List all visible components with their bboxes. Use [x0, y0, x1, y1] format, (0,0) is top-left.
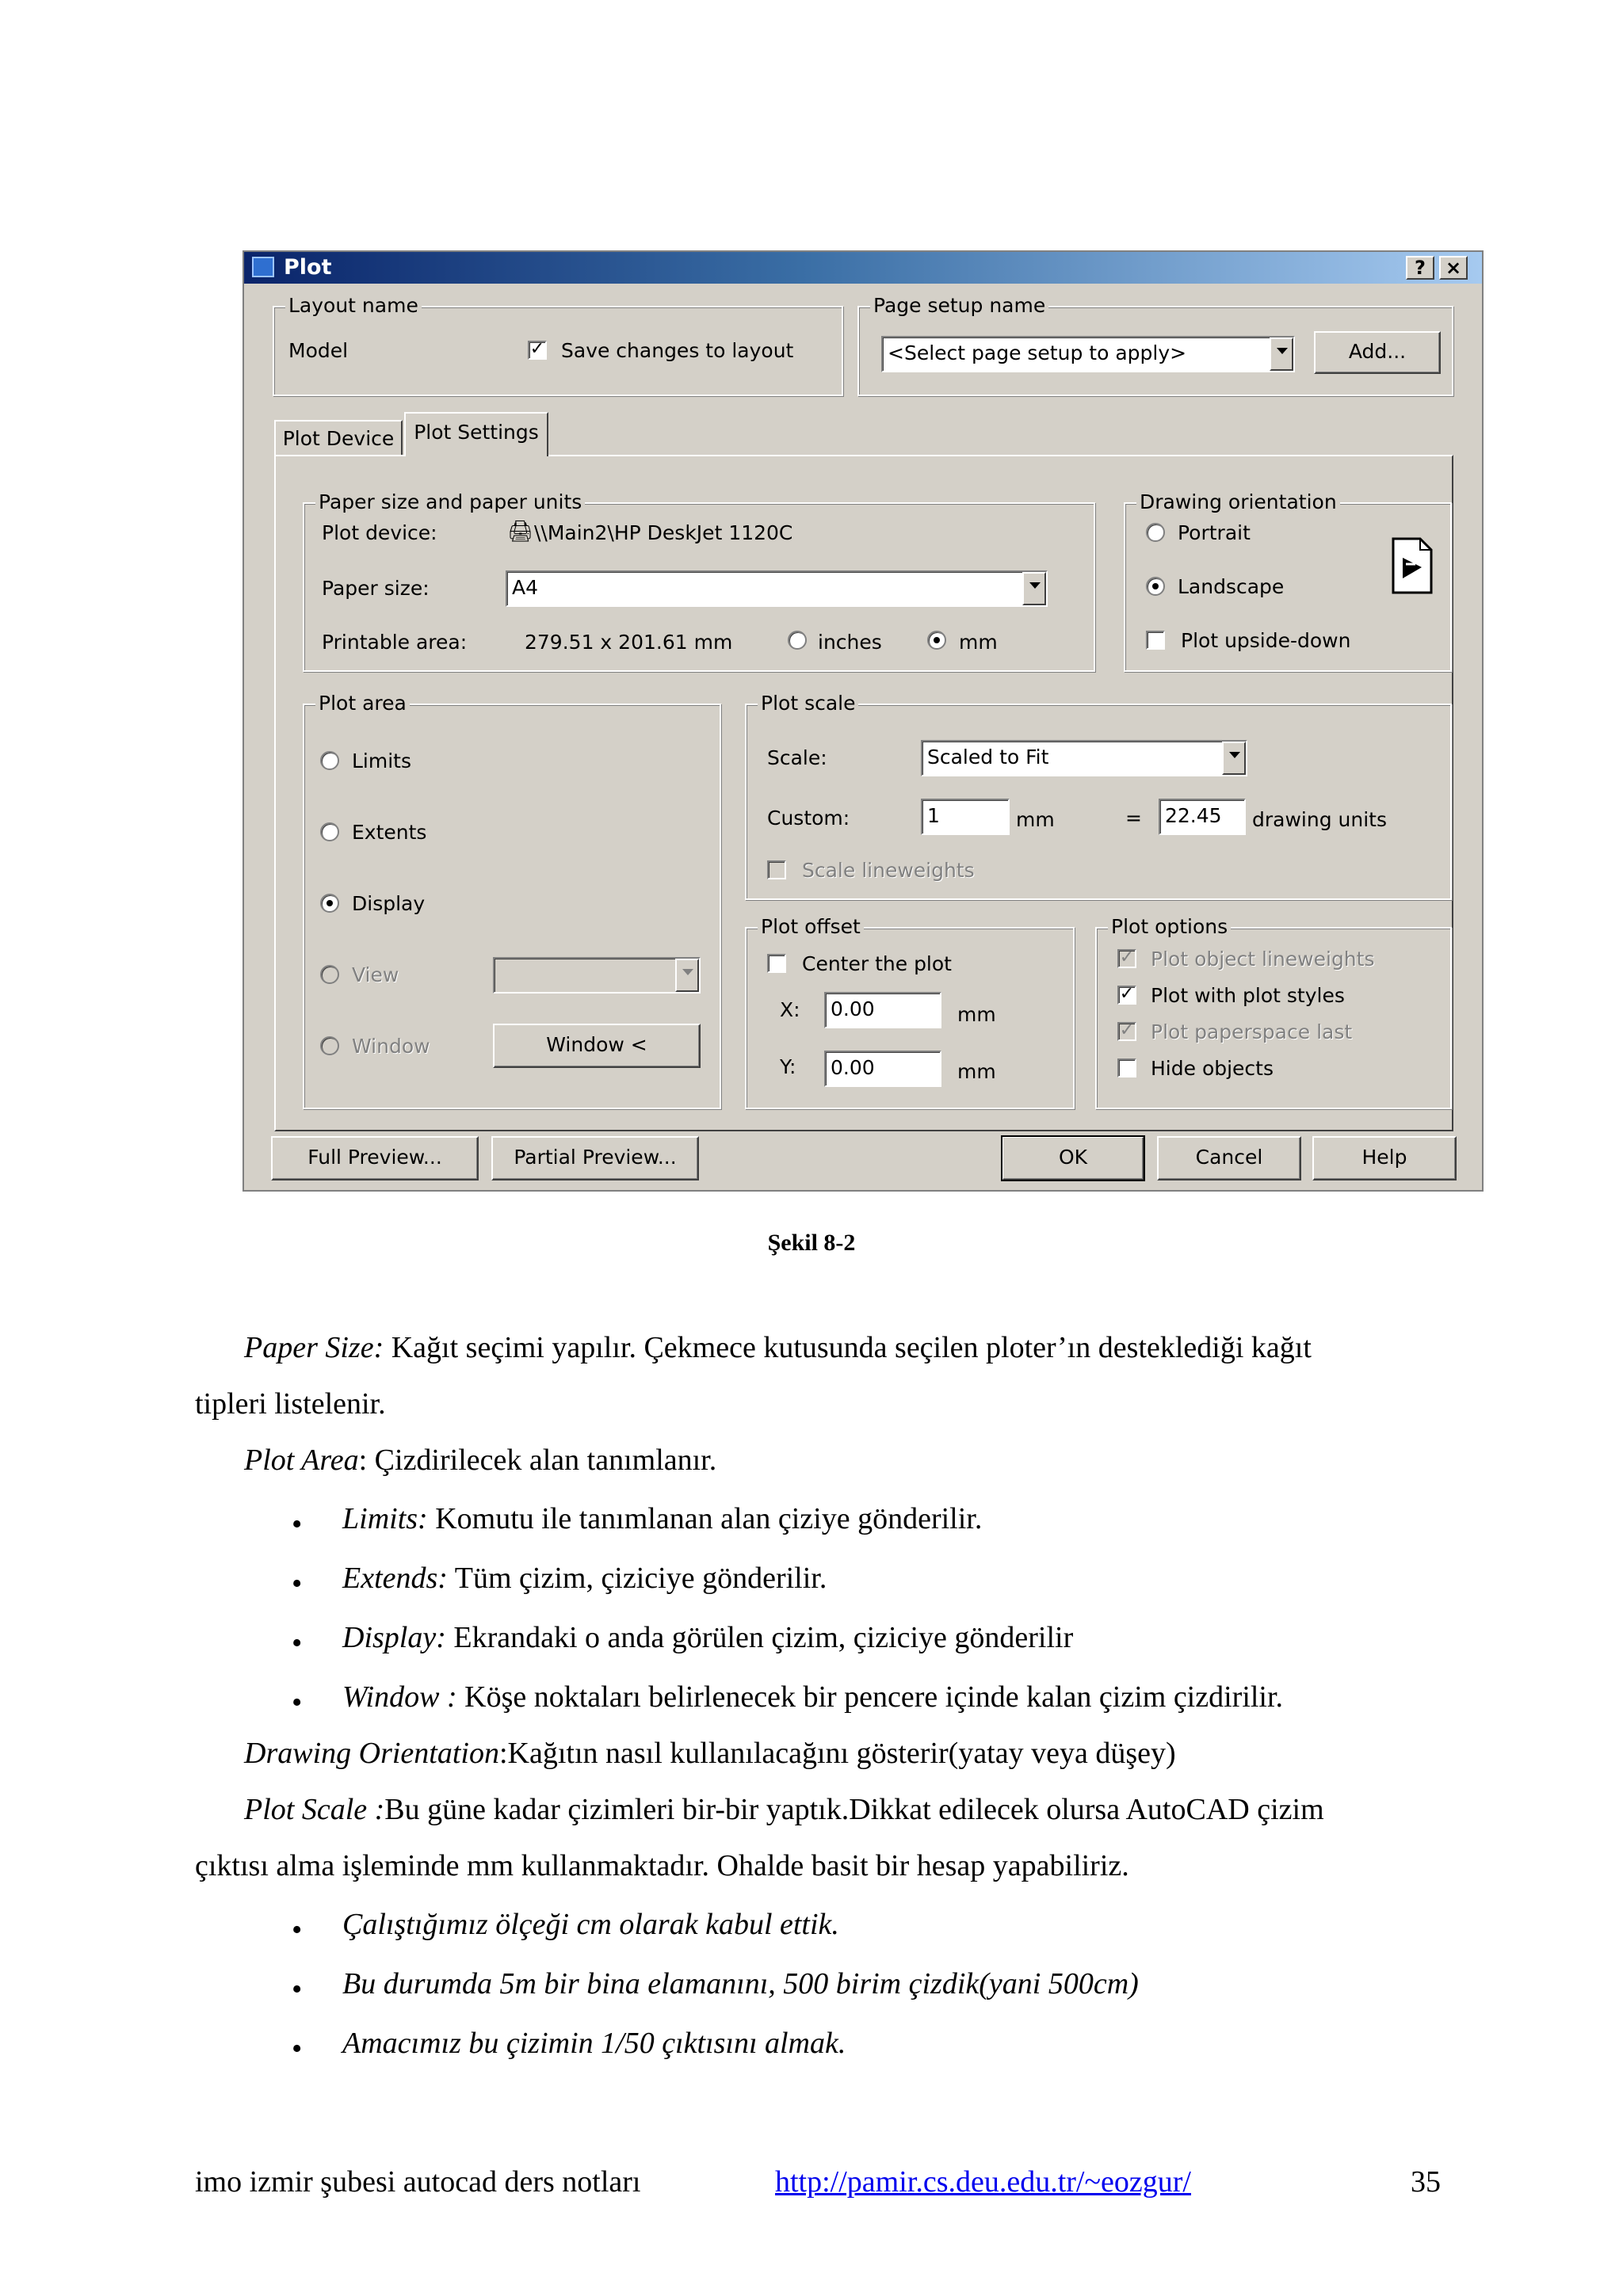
save-changes-label: Save changes to layout [561, 339, 794, 362]
paper-size-text: Kağıt seçimi yapılır. Çekmece kutusunda seçilen ploter’ın desteklediği kağıt [384, 1331, 1312, 1364]
object-lineweights-checkbox[interactable]: ✓ [1117, 949, 1136, 968]
window-radio[interactable] [320, 1036, 339, 1055]
paper-size-group [303, 490, 1095, 672]
plot-area-text: : Çizdirilecek alan tanımlanır. [358, 1444, 717, 1477]
window-pick-button[interactable]: Window < [493, 1024, 701, 1068]
offset-y-label: Y: [780, 1055, 796, 1078]
extends-text: Tüm çizim, çiziciye gönderilir. [447, 1562, 827, 1595]
bullet-marker: • [292, 1973, 303, 2006]
landscape-label: Landscape [1178, 575, 1285, 598]
display-text: Ekrandaki o anda görülen çizim, çiziciye gönderilir [445, 1621, 1074, 1654]
layout-name-group [273, 294, 843, 396]
upside-down-label: Plot upside-down [1181, 629, 1351, 652]
term-display: Display: [342, 1621, 446, 1654]
layout-name-value: Model [288, 339, 349, 362]
offset-x-unit: mm [957, 1003, 996, 1026]
scale-note-3: Amacımız bu çizimin 1/50 çıktısını almak. [342, 2027, 846, 2060]
paragraph-drawing-orientation [244, 1726, 1176, 1781]
bullet-marker: • [292, 1508, 303, 1541]
plot-options-legend: Plot options [1108, 915, 1231, 938]
chevron-down-icon[interactable] [675, 959, 699, 992]
custom-mm-input[interactable]: 1 [921, 799, 1010, 835]
chevron-down-icon[interactable] [1222, 742, 1246, 775]
term-window: Window : [342, 1680, 457, 1714]
footer-link[interactable]: http://pamir.cs.deu.edu.tr/~eozgur/ [775, 2165, 1191, 2199]
plot-settings-panel [274, 455, 1453, 1131]
drawing-orientation-group [1124, 490, 1452, 672]
add-page-setup-button[interactable]: Add... [1314, 331, 1441, 374]
bullet-marker: • [292, 1686, 303, 1719]
hide-objects-label: Hide objects [1151, 1057, 1274, 1080]
drawing-orientation-legend: Drawing orientation [1136, 490, 1340, 513]
paper-size-label: Paper size: [322, 577, 430, 600]
custom-label: Custom: [767, 807, 850, 830]
offset-x-input[interactable]: 0.00 [824, 992, 941, 1028]
plot-styles-checkbox[interactable]: ✓ [1117, 986, 1136, 1005]
offset-y-unit: mm [957, 1060, 996, 1083]
limits-text: Komutu ile tanımlanan alan çiziye gönderilir. [427, 1502, 983, 1535]
plot-scale-group [745, 692, 1452, 900]
view-radio[interactable] [320, 965, 339, 984]
plot-device-label: Plot device: [322, 521, 437, 544]
list-item-scale-1 [342, 1897, 839, 1952]
drawing-orientation-text: :Kağıtın nasıl kullanılacağını gösterir(yatay veya düşey) [498, 1737, 1176, 1770]
paragraph-plot-scale [244, 1782, 1324, 1837]
page-setup-select[interactable] [881, 336, 1295, 372]
view-label: View [352, 963, 399, 986]
plot-options-group [1095, 915, 1452, 1109]
center-plot-label: Center the plot [802, 952, 952, 975]
term-paper-size: Paper Size: [244, 1331, 384, 1364]
list-item-scale-2 [342, 1956, 1139, 2012]
list-item-extends [342, 1550, 827, 1606]
paper-size-select-value: A4 [512, 576, 539, 599]
list-item-limits [342, 1491, 982, 1547]
paper-size-legend: Paper size and paper units [315, 490, 585, 513]
mm-radio[interactable] [927, 631, 946, 650]
help-caption-button[interactable]: ? [1406, 256, 1434, 280]
close-icon[interactable]: × [1439, 256, 1468, 280]
term-plot-scale: Plot Scale : [244, 1793, 385, 1826]
bullet-marker: • [292, 2032, 303, 2065]
list-item-scale-3 [342, 2016, 846, 2071]
chevron-down-icon[interactable] [1022, 572, 1046, 605]
scale-select[interactable] [921, 740, 1247, 776]
mm-label: mm [959, 631, 998, 654]
printable-area-value: 279.51 x 201.61 mm [525, 631, 733, 654]
extents-label: Extents [352, 821, 427, 844]
term-drawing-orientation: Drawing Orientation [244, 1737, 499, 1770]
equals-sign: = [1125, 807, 1142, 830]
window-text: Köşe noktaları belirlenecek bir pencere içinde kalan çizim çizdirilir. [456, 1680, 1284, 1714]
bullet-marker: • [292, 1567, 303, 1600]
limits-label: Limits [352, 749, 411, 772]
full-preview-button[interactable]: Full Preview... [271, 1136, 479, 1180]
inches-radio[interactable] [788, 631, 807, 650]
window-label: Window [352, 1035, 430, 1058]
plot-styles-label: Plot with plot styles [1151, 984, 1345, 1007]
printer-icon: 🖨 [507, 520, 534, 543]
plot-area-legend: Plot area [315, 692, 410, 715]
drawing-units-input[interactable]: 22.45 [1159, 799, 1246, 835]
ok-button[interactable]: OK [1002, 1136, 1144, 1180]
paragraph-plot-area [244, 1432, 716, 1488]
landscape-page-icon [1392, 537, 1433, 594]
scale-lineweights-label: Scale lineweights [802, 859, 975, 882]
page-number: 35 [1411, 2165, 1441, 2199]
paper-size-select[interactable] [506, 570, 1048, 607]
page-setup-select-value: <Select page setup to apply> [888, 341, 1187, 364]
inches-label: inches [818, 631, 882, 654]
term-plot-area: Plot Area [244, 1444, 359, 1477]
footer-left-text: imo izmir şubesi autocad ders notları [195, 2165, 641, 2199]
paragraph-plot-scale-cont: çıktısı alma işleminde mm kullanmaktadır. Ohalde basit bir hesap yapabiliriz. [195, 1849, 1129, 1882]
help-button[interactable]: Help [1312, 1136, 1457, 1180]
scale-note-1: Çalıştığımız ölçeği cm olarak kabul ettik. [342, 1908, 839, 1941]
center-plot-checkbox[interactable] [767, 954, 786, 973]
printable-area-label: Printable area: [322, 631, 468, 654]
list-item-display [342, 1610, 1073, 1665]
paperspace-last-checkbox[interactable]: ✓ [1117, 1022, 1136, 1041]
object-lineweights-label: Plot object lineweights [1151, 948, 1375, 971]
term-limits: Limits: [342, 1502, 428, 1535]
plot-app-icon [252, 257, 274, 277]
limits-radio[interactable] [320, 751, 339, 770]
portrait-radio[interactable] [1146, 523, 1165, 542]
term-extends: Extends: [342, 1562, 448, 1595]
plot-device-value: \\Main2\HP DeskJet 1120C [534, 521, 793, 544]
tab-plot-device[interactable]: Plot Device [274, 420, 403, 456]
chevron-down-icon[interactable] [1270, 338, 1293, 371]
paperspace-last-label: Plot paperspace last [1151, 1020, 1353, 1043]
layout-name-legend: Layout name [285, 294, 422, 317]
plot-area-group [303, 692, 721, 1109]
display-radio[interactable] [320, 894, 339, 913]
offset-x-label: X: [780, 998, 800, 1021]
view-select[interactable] [493, 957, 701, 994]
cancel-button[interactable]: Cancel [1157, 1136, 1301, 1180]
scale-select-value: Scaled to Fit [927, 746, 1049, 769]
partial-preview-button[interactable]: Partial Preview... [491, 1136, 699, 1180]
drawing-units-label: drawing units [1252, 808, 1387, 831]
portrait-label: Portrait [1178, 521, 1251, 544]
upside-down-checkbox[interactable] [1146, 631, 1165, 650]
plot-dialog [242, 250, 1484, 1192]
bullet-marker: • [292, 1627, 303, 1660]
page-setup-legend: Page setup name [870, 294, 1048, 317]
paragraph-paper-size-cont: tipleri listelenir. [195, 1387, 386, 1421]
display-label: Display [352, 892, 426, 915]
dialog-title: Plot [284, 255, 332, 280]
scale-label: Scale: [767, 746, 827, 769]
custom-mm-unit: mm [1016, 808, 1055, 831]
title-bar [244, 252, 1482, 284]
list-item-window [342, 1669, 1283, 1725]
save-changes-checkbox[interactable]: ✓ [528, 341, 547, 360]
offset-y-input[interactable]: 0.00 [824, 1051, 941, 1087]
bullet-marker: • [292, 1913, 303, 1947]
figure-caption: Şekil 8-2 [767, 1230, 856, 1256]
paragraph-paper-size [244, 1320, 1312, 1375]
plot-offset-legend: Plot offset [758, 915, 864, 938]
scale-note-2: Bu durumda 5m bir bina elamanını, 500 birim çizdik(yani 500cm) [342, 1967, 1139, 2000]
scale-lineweights-checkbox[interactable] [767, 860, 786, 879]
page-setup-group [857, 294, 1453, 396]
plot-offset-group [745, 915, 1075, 1109]
extents-radio[interactable] [320, 822, 339, 841]
plot-scale-text: Bu güne kadar çizimleri bir-bir yaptık.Dikkat edilecek olursa AutoCAD çizim [384, 1793, 1324, 1826]
landscape-radio[interactable] [1146, 577, 1165, 596]
tab-plot-settings[interactable]: Plot Settings [404, 412, 548, 456]
plot-scale-legend: Plot scale [758, 692, 858, 715]
hide-objects-checkbox[interactable] [1117, 1058, 1136, 1077]
